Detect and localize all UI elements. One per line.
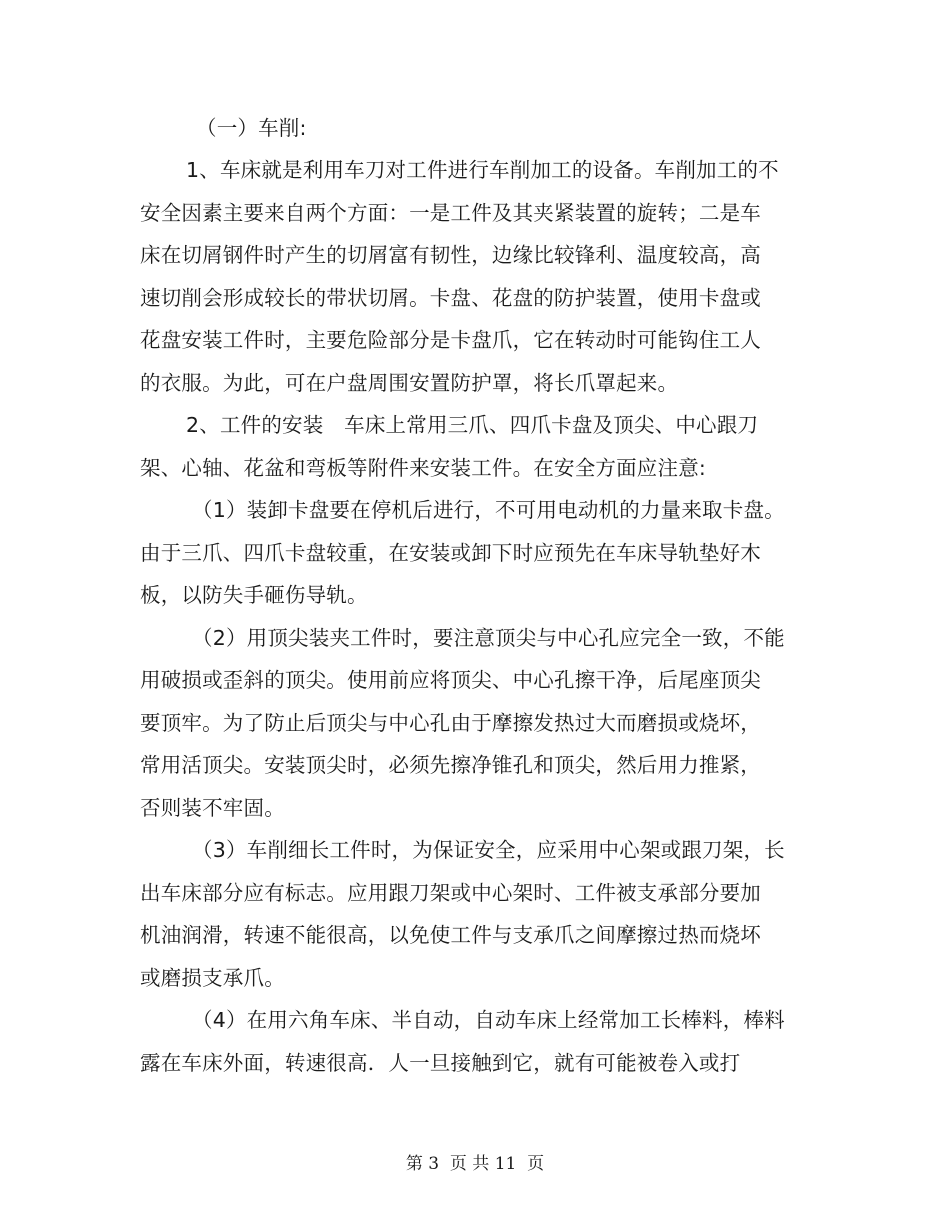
- paragraph-line: 架、心轴、花盆和弯板等附件来安装工件。在安全方面应注意:: [140, 456, 707, 480]
- paragraph-line: 床在切屑钢件时产生的切屑富有韧性，边缘比较锋利、温度较高，高: [140, 243, 761, 267]
- paragraph-line: （2）用顶尖装夹工件时，要注意顶尖与中心孔应完全一致，不能: [192, 626, 785, 650]
- paragraph-line: 用破损或歪斜的顶尖。使用前应将顶尖、中心孔擦干净，后尾座顶尖: [140, 668, 761, 692]
- paragraph-line: 要顶牢。为了防止后顶尖与中心孔由于摩擦发热过大而磨损或烧坏，: [140, 711, 761, 735]
- paragraph-line: 由于三爪、四爪卡盘较重，在安装或卸下时应预先在车床导轨垫好木: [140, 541, 761, 565]
- paragraph-line: 板，以防失手砸伤导轨。: [140, 583, 368, 607]
- paragraph-line: 或磨损支承爪。: [140, 966, 285, 990]
- paragraph-line: 的衣服。为此，可在户盘周围安置防护罩，将长爪罩起来。: [140, 371, 679, 395]
- section-heading: （一）车削:: [196, 116, 307, 140]
- paragraph-line: 速切削会形成较长的带状切屑。卡盘、花盘的防护装置，使用卡盘或: [140, 286, 761, 310]
- paragraph-line: （4）在用六角车床、半自动，自动车床上经常加工长棒料，棒料: [192, 1008, 785, 1032]
- paragraph-line: 出车床部分应有标志。应用跟刀架或中心架时、工件被支承部分要加: [140, 881, 761, 905]
- paragraph-line: 安全因素主要来自两个方面：一是工件及其夹紧装置的旋转；二是车: [140, 201, 761, 225]
- paragraph-line: 常用活顶尖。安装顶尖时，必须先擦净锥孔和顶尖，然后用力推紧，: [140, 753, 761, 777]
- paragraph-line: 否则装不牢固。: [140, 796, 285, 820]
- paragraph-line: 露在车床外面，转速很高．人一旦接触到它，就有可能被卷入或打: [140, 1051, 741, 1075]
- paragraph-line: 花盘安装工件时，主要危险部分是卡盘爪，它在转动时可能钩住工人: [140, 328, 761, 352]
- paragraph-line: 机油润滑，转速不能很高，以免使工件与支承爪之间摩擦过热而烧坏: [140, 923, 761, 947]
- paragraph-line: 1、车床就是利用车刀对工件进行车削加工的设备。车削加工的不: [186, 158, 779, 182]
- paragraph-line: 2、工件的安装 车床上常用三爪、四爪卡盘及顶尖、中心跟刀: [186, 413, 759, 437]
- page-number-footer: 第 3 页 共 11 页: [405, 1154, 545, 1174]
- paragraph-line: （3）车削细长工件时，为保证安全，应采用中心架或跟刀架，长: [192, 838, 785, 862]
- paragraph-line: （1）装卸卡盘要在停机后进行，不可用电动机的力量来取卡盘。: [192, 498, 785, 522]
